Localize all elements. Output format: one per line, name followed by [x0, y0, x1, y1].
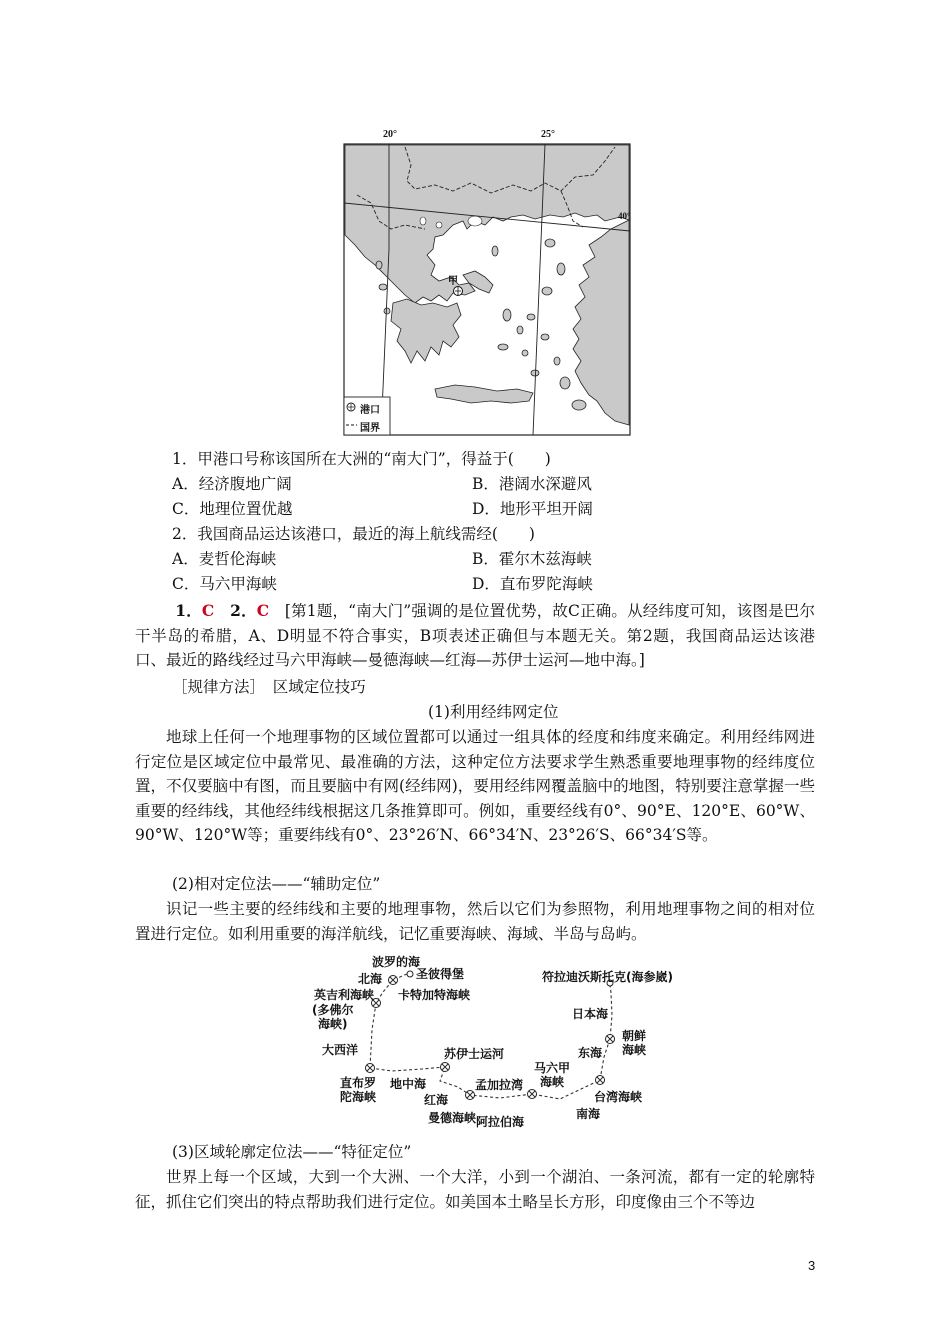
q1-option-b: B．港阔水深避风: [472, 475, 592, 493]
method-sub2: (2)相对定位法——“辅助定位”: [172, 875, 381, 893]
st-petersburg-marker: [407, 971, 413, 977]
page-number: 3: [808, 1258, 816, 1273]
answer-explanation: [第1题，“南大门”强调的是位置优势，故C正确。从经纬度可知，该图是巴尔干半岛的希腊，A、D明显不符合事实，B项表述正确但与本题无关。第2题，我国商品运达该港口、最近的路线经过马六甲海峡—曼德海峡—红海—苏伊士运河—地中海。]: [135, 602, 815, 669]
answer-2: C: [256, 601, 270, 620]
label-dover-2: 海峡): [318, 1017, 348, 1031]
label-korea-1: 朝鲜: [622, 1029, 647, 1043]
lat-label-40: 40°: [618, 211, 631, 221]
label-atlantic: 大西洋: [322, 1043, 359, 1057]
q2-option-d: D．直布罗陀海峡: [472, 575, 593, 593]
label-mediterranean: 地中海: [390, 1077, 427, 1091]
q1-stem: 1．甲港口号称该国所在大洲的“南大门”，得益于( ): [172, 450, 551, 468]
label-english-channel: 英吉利海峡: [314, 988, 375, 1002]
label-gibraltar-2: 陀海峡: [340, 1090, 377, 1104]
lon-label-20: 20°: [383, 129, 397, 140]
label-suez: 苏伊士运河: [444, 1047, 505, 1061]
label-arabian: 阿拉伯海: [476, 1115, 525, 1129]
method-p2: 识记一些主要的经纬线和主要的地理事物，然后以它们为参照物，利用地理事物之间的相对位置进行定位。如利用重要的海洋航线，记忆重要海峡、海域、半岛与岛屿。: [135, 900, 815, 943]
method-p1: 地球上任何一个地理事物的区域位置都可以通过一组具体的经度和纬度来确定。利用经纬网进行定位是区域定位中最常见、最准确的方法，这种定位方法要求学生熟悉重要地理事物的经纬度位置，不仅要脑中有图，而且要脑中有网(经纬网)，要用经纬网覆盖脑中的地图，特别要注意掌握一些重要的经纬线，其他经纬线根据这几条推算即可。例如，重要经线有0°、90°E、120°E、60°W、90°W、120°W等；重要纬线有0°、23°26′N、66°34′N、23°26′S、66°34′S等。: [135, 728, 815, 844]
label-taiwan: 台湾海峡: [594, 1090, 643, 1104]
label-st-petersburg: 圣彼得堡: [416, 967, 465, 981]
label-east-sea: 东海: [578, 1046, 603, 1060]
label-vladivostok: 符拉迪沃斯托克(海参崴): [542, 970, 673, 984]
answer-1: C: [201, 601, 215, 620]
label-south-sea: 南海: [576, 1107, 601, 1121]
q2-option-c: C．马六甲海峡: [172, 575, 277, 593]
method-p3: 世界上每一个区域，大到一个大洲、一个大洋，小到一个湖泊、一条河流，都有一定的轮廓特征，抓住它们突出的特点帮助我们进行定位。如美国本土略呈长方形，印度像由三个不等边: [135, 1168, 815, 1211]
q2-option-a: A．麦哲伦海峡: [172, 550, 277, 568]
greece-map: [335, 125, 635, 437]
label-dover-1: (多佛尔: [312, 1003, 354, 1017]
label-bengal: 孟加拉湾: [475, 1078, 524, 1092]
label-gibraltar-1: 直布罗: [340, 1076, 377, 1090]
label-baltic: 波罗的海: [372, 955, 421, 969]
q2-stem: 2．我国商品运达该港口，最近的海上航线需经( ): [172, 525, 535, 543]
map-svg: [335, 125, 635, 437]
port-label: 甲: [448, 276, 458, 287]
method-sub1: (1)利用经纬网定位: [428, 703, 559, 721]
route-diagram: [300, 955, 680, 1135]
method-sub3: (3)区域轮廓定位法——“特征定位”: [172, 1143, 412, 1161]
label-malacca-1: 马六甲: [534, 1061, 571, 1075]
q1-option-c: C．地理位置优越: [172, 500, 293, 518]
q1-option-a: A．经济腹地广阔: [172, 475, 292, 493]
lon-label-25: 25°: [541, 129, 555, 140]
answer-num-1: 1．: [175, 601, 202, 620]
label-north-sea: 北海: [358, 972, 383, 986]
answer-block: [135, 599, 815, 673]
label-malacca-2: 海峡: [540, 1075, 565, 1089]
q2-option-b: B．霍尔木兹海峡: [472, 550, 592, 568]
label-red-sea: 红海: [424, 1093, 449, 1107]
legend-port-label: 港口: [360, 405, 380, 416]
legend-border-label: 国界: [360, 423, 380, 434]
answer-num-2: 2．: [230, 601, 257, 620]
label-japan-sea: 日本海: [572, 1007, 609, 1021]
method-heading: ［规律方法］ 区域定位技巧: [172, 678, 366, 696]
label-bab: 曼德海峡: [428, 1111, 477, 1125]
label-korea-2: 海峡: [622, 1043, 647, 1057]
q1-option-d: D．地形平坦开阔: [472, 500, 593, 518]
label-kattegat: 卡特加特海峡: [398, 988, 471, 1002]
